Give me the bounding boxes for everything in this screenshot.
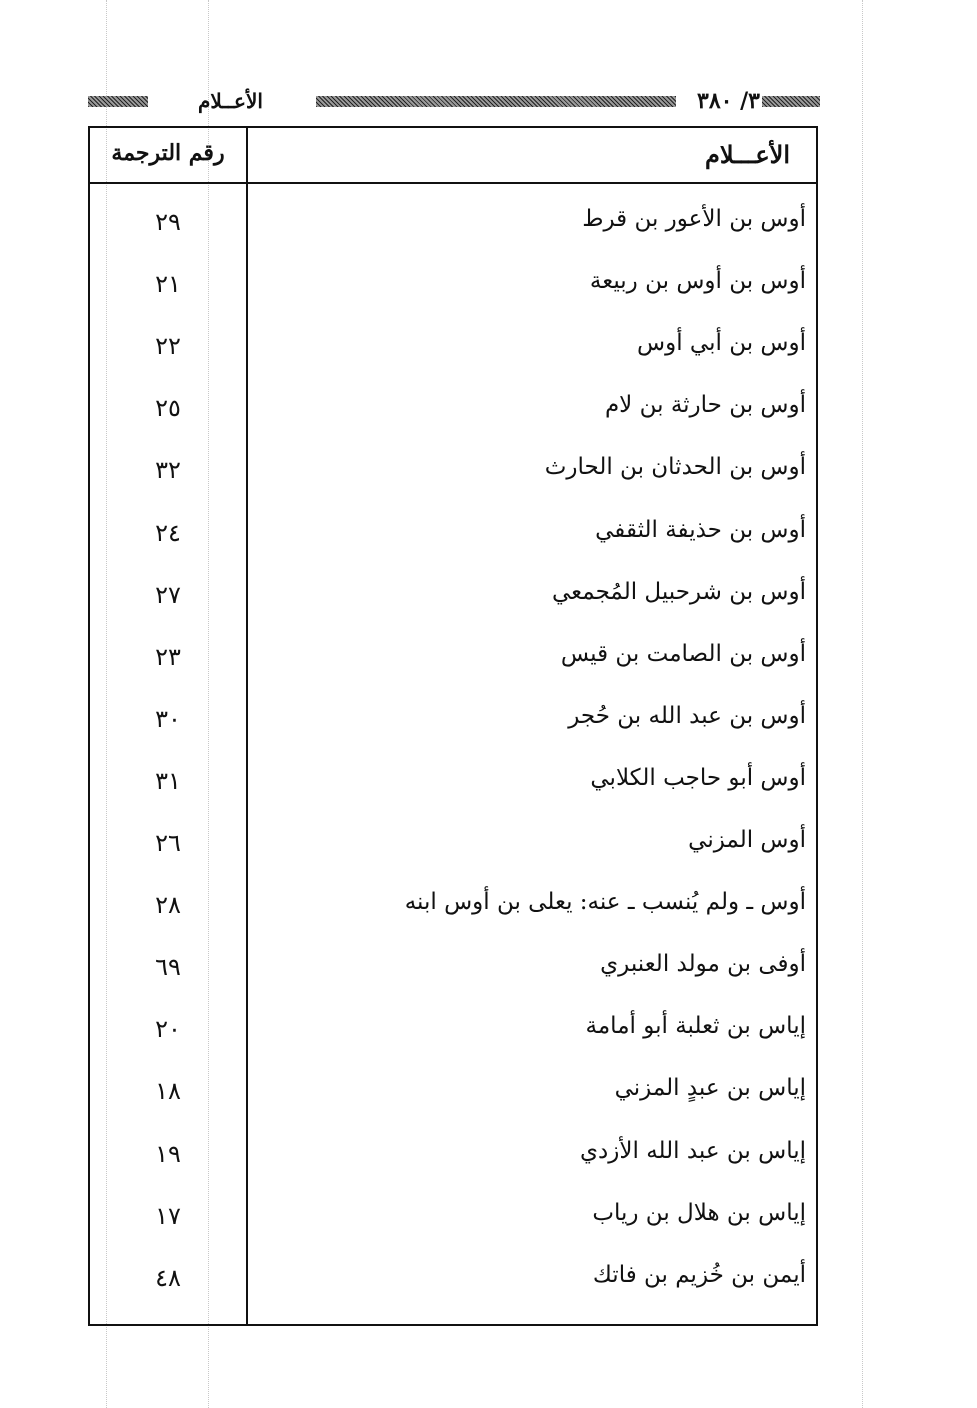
scan-line xyxy=(862,0,863,1408)
table-row xyxy=(90,316,816,378)
table-header xyxy=(90,128,816,184)
entry-name: أوس المزني xyxy=(688,827,806,853)
entry-name: أوس بن حارثة بن لام xyxy=(604,392,806,419)
entry-number: ٣١ xyxy=(155,766,181,795)
entry-number: ١٨ xyxy=(155,1077,181,1106)
entry-number: ٤٨ xyxy=(155,1263,181,1292)
entry-name: إياس بن عبد الله الأزدي xyxy=(580,1137,806,1164)
entry-number: ٣٢ xyxy=(155,456,181,485)
entry-number: ٢٥ xyxy=(155,394,181,423)
table-row xyxy=(90,689,816,751)
entry-name: أوس بن أبي أوس xyxy=(637,330,806,357)
entry-number: ٢٠ xyxy=(155,1015,181,1044)
entry-number: ٣٠ xyxy=(155,704,181,733)
entry-name: إياس بن ثعلبة أبو أمامة xyxy=(585,1013,806,1040)
entry-name: إياس بن هلال بن رياب xyxy=(592,1199,806,1226)
table-row xyxy=(90,1248,816,1310)
header-ornament xyxy=(762,96,820,107)
entry-number: ٢٨ xyxy=(155,891,181,920)
entry-number: ١٩ xyxy=(155,1139,181,1168)
entry-name: أوس بن الصامت بن قيس xyxy=(560,640,806,667)
table-row xyxy=(90,1061,816,1123)
section-title: الأعــلام xyxy=(198,89,263,113)
running-header xyxy=(88,88,820,114)
entry-number: ٢٦ xyxy=(155,829,181,857)
column-header-number: رقم الترجمة xyxy=(111,140,225,166)
header-ornament xyxy=(88,96,148,107)
table-row xyxy=(90,378,816,440)
header-ornament xyxy=(316,96,676,107)
entry-name: أوس أبو حاجب الكلابي xyxy=(590,764,806,791)
entry-number: ٦٩ xyxy=(155,953,181,982)
entry-number: ٢٤ xyxy=(155,518,181,547)
table-row xyxy=(90,875,816,937)
entry-number: ٢٩ xyxy=(155,208,181,236)
entry-number: ٢٧ xyxy=(155,580,181,609)
table-row xyxy=(90,1186,816,1248)
entry-name: أوس بن الأعور بن قرط xyxy=(582,206,806,232)
entry-number: ١٧ xyxy=(155,1201,181,1230)
entry-name: أوس بن الحدثان بن الحارث xyxy=(544,454,806,481)
entry-name: إياس بن عبدٍ المزني xyxy=(614,1075,806,1102)
table-row xyxy=(90,1124,816,1186)
table-row xyxy=(90,192,816,254)
entry-name: أوس بن عبد الله بن حُجر xyxy=(568,702,806,729)
entry-number: ٢٢ xyxy=(155,332,181,361)
table-row xyxy=(90,813,816,875)
table-row xyxy=(90,751,816,813)
table-row xyxy=(90,565,816,627)
table-row xyxy=(90,999,816,1061)
entry-name: أيمن بن خُزيم بن فاتك xyxy=(592,1261,806,1288)
index-table xyxy=(88,126,818,1326)
table-row xyxy=(90,503,816,565)
entry-number: ٢١ xyxy=(155,270,181,299)
entry-name: أوس بن حذيفة الثقفي xyxy=(595,516,806,543)
page-number: ٣/ ٣٨٠ xyxy=(697,88,760,114)
table-row xyxy=(90,627,816,689)
entry-name: أوس بن شرحبيل المُجمعي xyxy=(552,578,806,605)
entry-name: أوفى بن مولد العنبري xyxy=(600,951,806,978)
entry-name: أوس بن أوس بن ربيعة xyxy=(589,268,806,295)
column-header-name: الأعـــلام xyxy=(705,140,790,169)
entry-number: ٢٣ xyxy=(155,642,181,671)
entry-name: أوس ـ ولم يُنسب ـ عنه: يعلى بن أوس ابنه xyxy=(404,889,806,916)
table-row xyxy=(90,440,816,502)
table-row xyxy=(90,937,816,999)
table-row xyxy=(90,254,816,316)
